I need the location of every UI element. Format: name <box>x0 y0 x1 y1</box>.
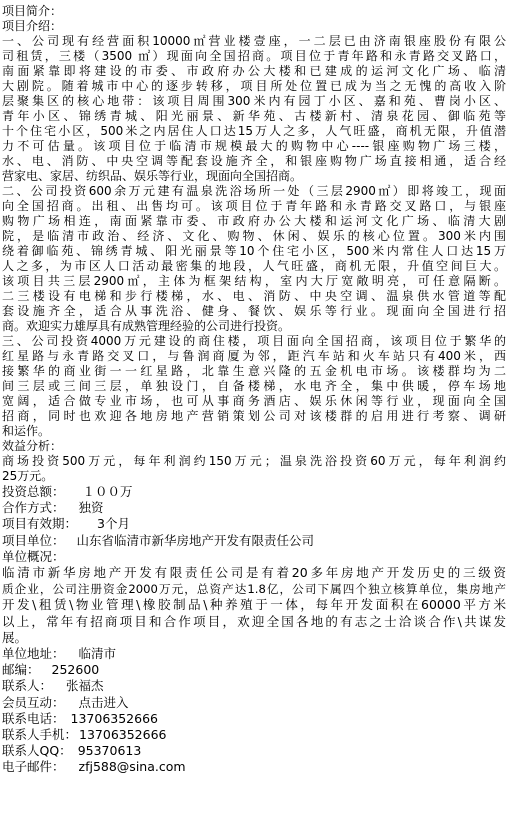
qq-value: 95370613 <box>77 743 142 759</box>
address-label: 单位地址： <box>2 646 65 662</box>
qq-row <box>2 743 506 759</box>
intro-line: 套设施齐全，适合从事洗浴、健身、餐饮、娱乐等行业。现面向全国进行招 <box>2 304 506 318</box>
intro-line: 院，是临清市政治、经济、文化、购物、休闲、娱乐的核心位置。300米内围 <box>2 229 506 243</box>
project-unit-label: 项目单位： <box>2 532 65 548</box>
postcode-value: 252600 <box>51 662 100 678</box>
contact-person-row <box>2 678 506 694</box>
project-unit-row <box>2 533 506 549</box>
mobile-value: 13706352666 <box>79 727 167 743</box>
intro-line: 青年小区、锦绣青城、阳光丽景、新华苑、古楼新村、清泉花园、御临苑等 <box>2 109 506 123</box>
intro-line: 南面紧靠即将建设的市委、市政府办公大楼和已建成的运河文化广场、临清 <box>2 64 506 78</box>
cooperation-mode-value: 独资 <box>78 500 104 516</box>
intro-line: 购物广场相连，南面紧靠市委、市政府办公大楼和运河文化广场、临清大剧 <box>2 214 506 228</box>
validity-label: 项目有效期： <box>2 516 78 532</box>
unit-intro-line: 质企业，公司注册资金2000万元，总资产达1.8亿，公司下属四个独立核算单位，集房地产 <box>2 582 506 597</box>
member-interaction-link[interactable]: 点击进入 <box>78 694 129 710</box>
intro-line: 红星路与永青路交叉口，与鲁润商厦为邻，距汽车站和火车站只有400米，西 <box>2 349 506 363</box>
investment-total-row <box>2 484 506 500</box>
email-label: 电子邮件： <box>2 759 65 775</box>
intro-line: 营家电、家居、纺织品、娱乐等行业，现面向全国招商。 <box>2 169 303 183</box>
contact-person-value: 张福杰 <box>66 678 104 694</box>
qq-label: 联系人QQ： <box>2 743 72 759</box>
benefit-heading: 效益分析： <box>2 439 63 453</box>
validity-value: 3个月 <box>97 516 130 532</box>
postcode-row <box>2 662 506 678</box>
intro-line: 绕着御临苑、锦绣青城、阳光丽景等10个住宅小区，500米内常住人口达15万 <box>2 244 506 258</box>
phone-row <box>2 711 506 727</box>
intro-body <box>2 34 506 439</box>
cooperation-mode-row <box>2 500 506 516</box>
project-unit-value: 山东省临清市新华房地产开发有限责任公司 <box>76 532 315 548</box>
intro-line: 力不可估量。该项目位于临清市规模最大的购物中心----银座购物广场三楼， <box>2 139 506 153</box>
investment-total-label: 投资总额： <box>2 484 65 499</box>
contact-person-label: 联系人： <box>2 678 53 694</box>
intro-line: 接繁华的商业街一一红星路，北靠生意兴隆的五金机电市场。该楼群均为二 <box>2 364 506 378</box>
cooperation-mode-label: 合作方式： <box>2 500 65 516</box>
intro-line: 十个住宅小区，500米之内居住人口达15万人之多，人气旺盛，商机无限，升值潜 <box>2 124 506 138</box>
intro-heading: 项目介绍： <box>2 19 63 33</box>
member-interaction-row <box>2 695 506 711</box>
intro-line: 二、公司投资600余万元建有温泉洗浴场所一处（三层2900㎡）即将竣工，现面 <box>2 184 506 198</box>
unit-intro-line: 展。 <box>2 629 28 645</box>
mobile-row <box>2 727 506 743</box>
investment-total-value: １００万 <box>82 484 133 499</box>
postcode-label: 邮编： <box>2 662 40 678</box>
validity-row <box>2 516 506 532</box>
unit-intro-line: 开发\租赁\物业管理\橡胶制品\种养殖于一体，每年开发面积在60000平方米 <box>2 597 506 613</box>
intro-line: 宽阔，适合做专业市场，也可从事商务酒店、娱乐休闲等行业，现面向全国 <box>2 394 506 408</box>
intro-line: 大剧院。随着城市中心的逐步转移，项目所处位置已成为当之无愧的高收入阶 <box>2 79 506 93</box>
intro-line: 三、公司投资4000万元建设的商住楼，项目面向全国招商，该项目位于繁华的 <box>2 334 506 348</box>
phone-value: 13706352666 <box>70 710 158 726</box>
unit-intro-line: 临清市新华房地产开发有限责任公司是有着20多年房地产开发历史的三级资 <box>2 565 506 581</box>
member-interaction-label: 会员互动： <box>2 694 65 710</box>
address-row <box>2 646 506 662</box>
unit-intro-heading: 单位概况： <box>2 548 65 564</box>
intro-line: 间三层或三间三层，单独设门，自备楼梯，水电齐全，集中供暖，停车场地 <box>2 379 506 393</box>
intro-line: 司租赁，三楼（3500 ㎡）现面向全国招商。项目位于青年路和永青路交叉路口， <box>2 49 506 63</box>
intro-line: 向全国招商。出租、出售均可。该项目位于青年路和永青路交叉路口，与银座 <box>2 199 506 213</box>
intro-line: 和运作。 <box>2 424 51 438</box>
intro-line: 二三楼设有电梯和步行楼梯，水、电、消防、中央空调、温泉供水管道等配 <box>2 289 506 303</box>
email-row <box>2 759 506 775</box>
intro-line: 人之多，为市区人口活动最密集的地段，人气旺盛，商机无限，升值空间巨大。 <box>2 259 506 273</box>
intro-line: 水、电、消防、中央空调等配套设施齐全，和银座购物广场直接相通，适合经 <box>2 154 506 168</box>
benefit-line: 商场投资500万元，每年利润约150万元；温泉洗浴投资60万元，每年利润约 <box>2 454 506 468</box>
unit-intro-line: 以上，常年有招商项目和合作项目，欢迎全国各地的有志之士洽谈合作\共谋发 <box>2 613 506 629</box>
benefit-line: 25万元。 <box>2 469 54 483</box>
intro-line: 一、公司现有经营面积10000㎡营业楼壹座，一二层已由济南银座股份有限公 <box>2 34 506 48</box>
intro-line: 商。欢迎实力雄厚具有成熟管理经验的公司进行投资。 <box>2 319 291 333</box>
intro-line: 该项目共三层2900㎡，主体为框架结构，室内大厅宽敞明亮，可任意隔断。 <box>2 274 506 288</box>
brief-heading: 项目简介： <box>2 4 63 18</box>
phone-label: 联系电话： <box>2 710 65 726</box>
email-value[interactable]: zfj588@sina.com <box>78 759 186 775</box>
mobile-label: 联系人手机： <box>2 727 78 743</box>
intro-line: 层聚集区的核心地带：该项目周围300米内有园丁小区、嘉和苑、曹岗小区、 <box>2 94 506 108</box>
address-value: 临清市 <box>78 646 117 662</box>
intro-line: 招商，同时也欢迎各地房地产营销策划公司对该楼群的启用进行考察、调研 <box>2 409 506 423</box>
